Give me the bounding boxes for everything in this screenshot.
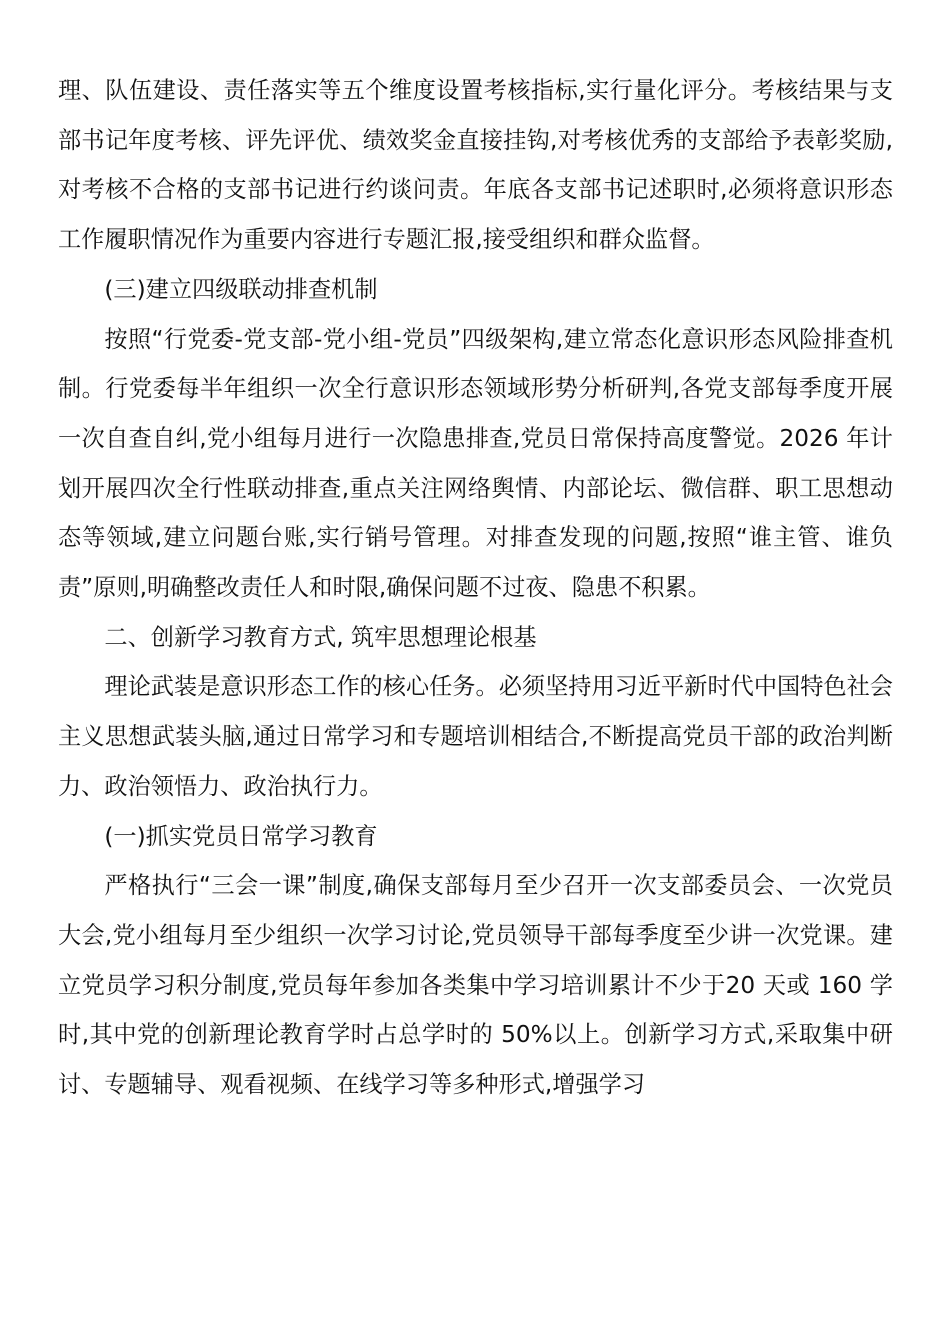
section-heading-learning-education: 二、创新学习教育方式, 筑牢思想理论根基 xyxy=(104,623,537,651)
body-paragraph-continued: 理、队伍建设、责任落实等五个维度设置考核指标,实行量化评分。考核结果与支部书记年度考核、评先评优、绩效奖金直接挂钩,对考核优秀的支部给予表彰奖励,对考核不合格的支部书记进行约谈问责。年底各支部书记述职时,必须将意识形态工作履职情况作为重要内容进行专题汇报,接受组织和群众监督。 xyxy=(58,77,893,254)
subheading-daily-learning: (一)抓实党员日常学习教育 xyxy=(104,822,378,850)
document-page xyxy=(58,66,893,1110)
body-paragraph-theory: 理论武装是意识形态工作的核心任务。必须坚持用习近平新时代中国特色社会主义思想武装头脑,通过日常学习和专题培训相结合,不断提高党员干部的政治判断力、政治领悟力、政治执行力。 xyxy=(58,673,893,800)
subheading-four-level-screening: (三)建立四级联动排查机制 xyxy=(104,275,378,303)
body-paragraph-daily-learning: 严格执行“三会一课”制度,确保支部每月至少召开一次支部委员会、一次党员大会,党小组每月至少组织一次学习讨论,党员领导干部每季度至少讲一次党课。建立党员学习积分制度,党员每年参加各类集中学习培训累计不少于20 天或 160 学时,其中党的创新理论教育学时占总学时的 50%以上。创新学习方式,采取集中研讨、专题辅导、观看视频、在线学习等多种形式,增强学习 xyxy=(58,872,893,1099)
body-paragraph-screening: 按照“行党委-党支部-党小组-党员”四级架构,建立常态化意识形态风险排查机制。行党委每半年组织一次全行意识形态领域形势分析研判,各党支部每季度开展一次自查自纠,党小组每月进行一次隐患排查,党员日常保持高度警觉。2026 年计划开展四次全行性联动排查,重点关注网络舆情、内部论坛、微信群、职工思想动态等领域,建立问题台账,实行销号管理。对排查发现的问题,按照“谁主管、谁负责”原则,明确整改责任人和时限,确保问题不过夜、隐患不积累。 xyxy=(58,325,893,602)
